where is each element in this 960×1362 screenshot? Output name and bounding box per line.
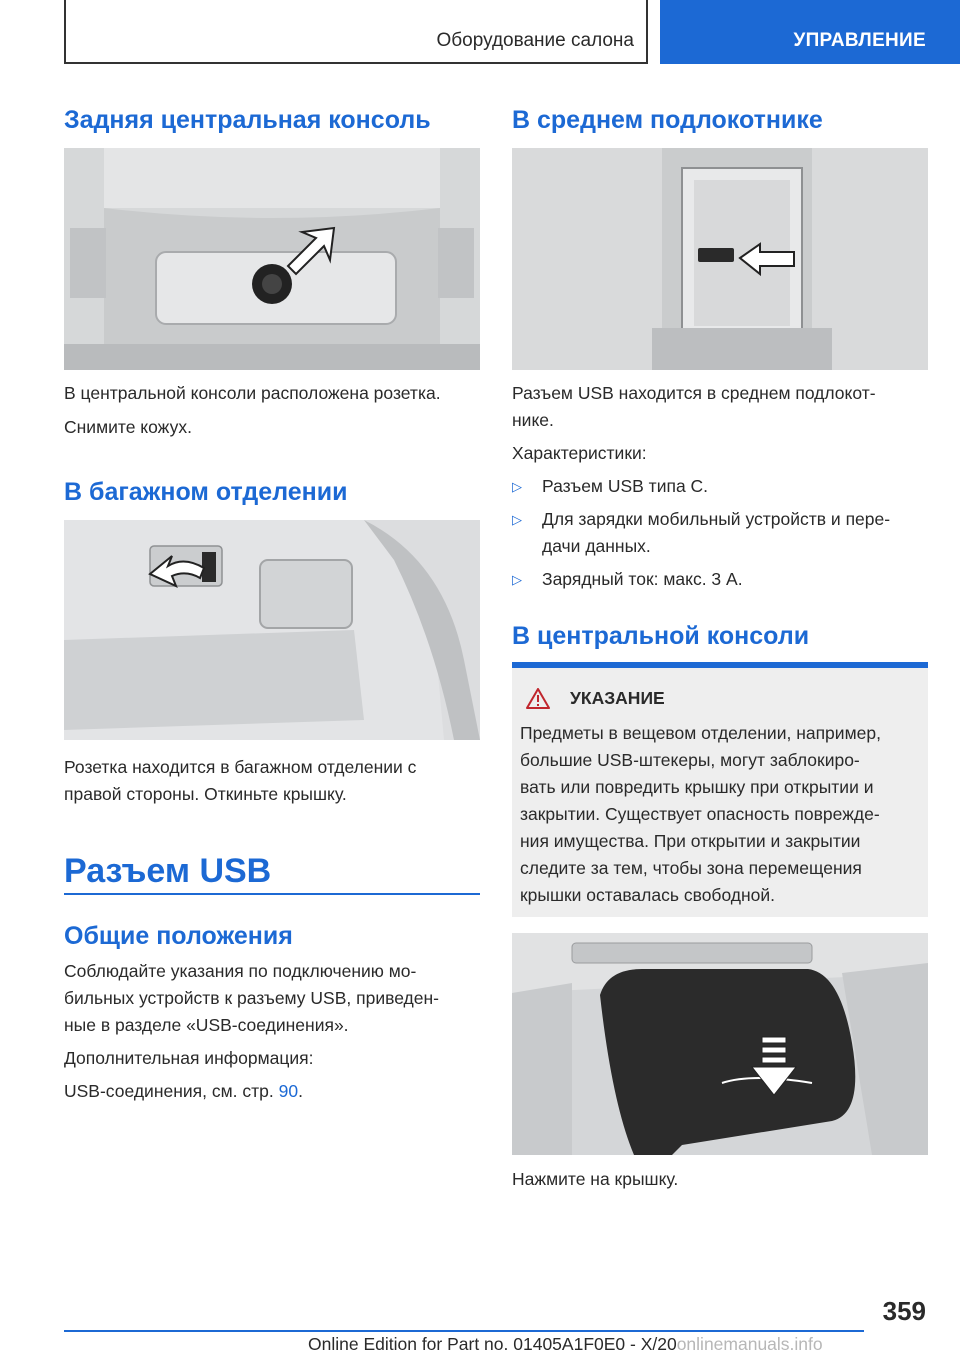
page-number: 359 [882,1296,926,1326]
armrest-text-line-1: Разъем USB находится в среднем подлокот- [512,383,876,403]
footer-edition-line [308,1334,823,1355]
note-box [512,668,928,917]
center-console-caption: Нажмите на крышку. [512,1169,679,1189]
armrest-title: В среднем подлокотнике [512,106,823,134]
usb-reference-end: . [298,1081,303,1101]
feature-bullet-1 [512,473,928,500]
note-line-3: вать или повредить крышку при открытии и [520,777,874,797]
usb-section-title: Разъем USB [64,852,272,890]
trunk-text-line-1: Розетка находится в багажном отделении с [64,757,417,777]
warning-triangle-icon [526,688,550,709]
general-title: Общие положения [64,922,293,950]
note-line-1: Предметы в вещевом отделении, например, [520,723,881,743]
note-heading: УКАЗАНИЕ [570,688,665,708]
feature-bullet-3 [512,566,928,593]
footer-rule [64,1330,864,1332]
usb-reference-text: USB-соединения, см. стр. [64,1081,279,1101]
rear-console-text-2: Снимите кожух. [64,417,192,437]
note-line-5: ния имущества. При открытии и закрытии [520,831,861,851]
feature-text-2-line-2: дачи данных. [542,536,651,556]
footer-edition-text: Online Edition for Part no. 01405A1F0E0 - X/20 [308,1334,677,1354]
armrest-text-line-2: нике. [512,410,554,430]
feature-text-3: Зарядный ток: макс. 3 A. [542,569,743,589]
note-line-7: крышки оставалась свободной. [520,885,776,905]
bullet-marker: ▷ [512,572,522,587]
rear-console-title: Задняя центральная консоль [64,106,431,134]
header-section-box [64,0,648,64]
feature-text-1: Разъем USB типа C. [542,476,709,496]
header-chapter-tab[interactable] [660,0,960,64]
header-section-title: Оборудование салона [436,30,634,51]
armrest-usb-image [512,148,928,370]
center-console-title: В центральной консоли [512,622,810,650]
bullet-marker: ▷ [512,512,522,527]
footer-watermark: onlinemanuals.info [676,1334,823,1354]
general-line-1: Соблюдайте указания по подключению мо- [64,961,417,981]
note-line-4: закрытии. Существует опасность поврежде- [520,804,880,824]
general-line-2: бильных устройств к разъему USB, приведен- [64,988,439,1008]
bullet-marker: ▷ [512,479,522,494]
trunk-title: В багажном отделении [64,478,348,506]
usb-reference [64,1078,480,1105]
trunk-text-line-2: правой стороны. Откиньте крышку. [64,784,347,804]
center-console-cover-image [512,933,928,1155]
general-line-3: ные в разделе «USB-соединения». [64,1015,349,1035]
rear-console-text-1: В центральной консоли расположена розетка. [64,383,441,403]
rear-console-socket-image [64,148,480,370]
header-chapter-title: УПРАВЛЕНИЕ [793,30,926,51]
feature-text-2-line-1: Для зарядки мобильный устройств и пере- [542,509,891,529]
note-line-6: следите за тем, чтобы зона перемещения [520,858,862,878]
features-label: Характеристики: [512,443,647,463]
note-line-2: большие USB-штекеры, могут заблокиро- [520,750,860,770]
trunk-socket-image [64,520,480,740]
feature-bullet-2 [512,506,928,560]
usb-section-rule [64,893,480,895]
more-info-label: Дополнительная информация: [64,1048,314,1068]
usb-reference-page-link[interactable]: 90 [278,1081,299,1101]
